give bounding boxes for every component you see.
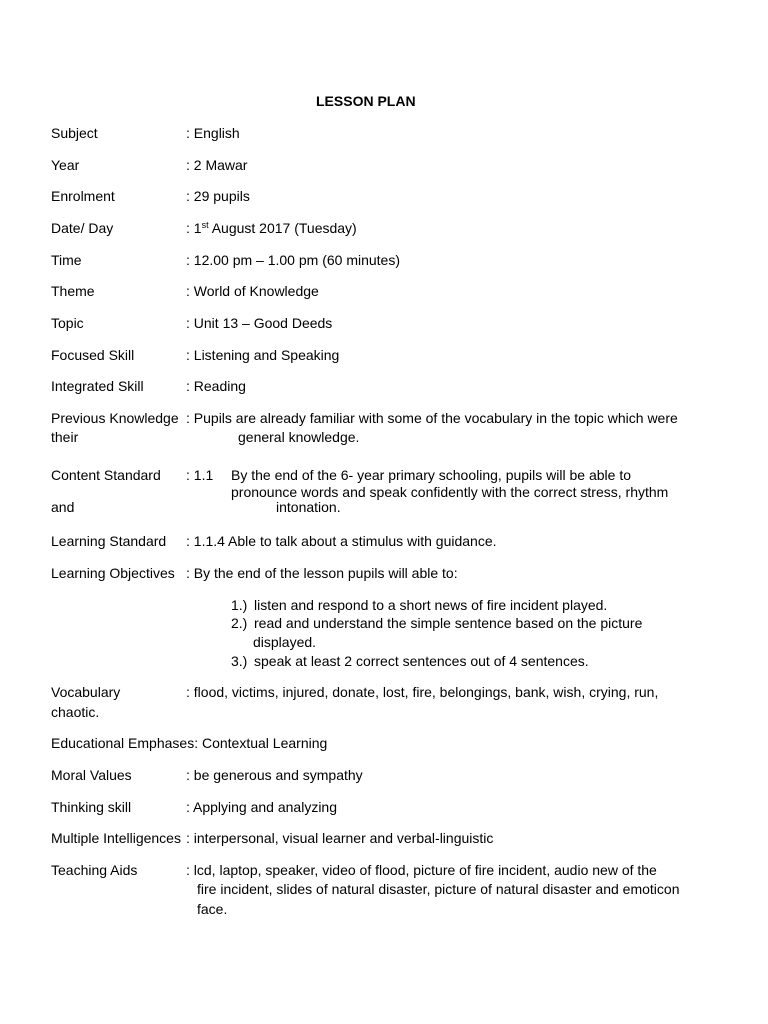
integrated-skill-value: : Reading: [186, 378, 246, 394]
objective-2-number: 2.): [231, 615, 248, 631]
year-value: : 2 Mawar: [186, 157, 248, 173]
learning-objectives-label: Learning Objectives: [51, 565, 175, 581]
vocabulary-value: : flood, victims, injured, donate, lost, fire, belongings, bank, wish, crying, run,: [186, 684, 659, 700]
vocabulary-label-cont: chaotic.: [51, 704, 100, 720]
objective-2-text-cont: displayed.: [253, 634, 317, 650]
integrated-skill-label: Integrated Skill: [51, 378, 144, 394]
content-standard-number: : 1.1: [186, 467, 214, 483]
objective-3-number: 3.): [231, 653, 248, 669]
date-value: [186, 220, 357, 237]
year-label: Year: [51, 157, 80, 173]
moral-values-label: Moral Values: [51, 767, 132, 783]
focused-skill-value: : Listening and Speaking: [186, 347, 340, 363]
objective-1-text: listen and respond to a short news of fire incident played.: [254, 597, 608, 613]
learning-objectives-intro: : By the end of the lesson pupils will able to:: [186, 565, 458, 581]
subject-label: Subject: [51, 125, 98, 141]
learning-standard-label: Learning Standard: [51, 533, 167, 549]
previous-knowledge-label: Previous Knowledge: [51, 410, 179, 426]
document-title: LESSON PLAN: [316, 93, 416, 109]
focused-skill-label: Focused Skill: [51, 347, 135, 363]
previous-knowledge-line1: : Pupils are already familiar with some of the vocabulary in the topic which were: [186, 410, 678, 426]
teaching-aids-label: Teaching Aids: [51, 862, 138, 878]
teaching-aids-line2: fire incident, slides of natural disaster, picture of natural disaster and emoticon: [197, 881, 680, 897]
previous-knowledge-line2: general knowledge.: [238, 429, 360, 445]
date-label: Date/ Day: [51, 220, 114, 236]
moral-values-value: : be generous and sympathy: [186, 767, 363, 783]
date-value-day: : 1: [186, 220, 202, 236]
theme-value: : World of Knowledge: [186, 283, 319, 299]
teaching-aids-line1: : lcd, laptop, speaker, video of flood, picture of fire incident, audio new of the: [186, 862, 657, 878]
enrolment-label: Enrolment: [51, 188, 115, 204]
enrolment-value: : 29 pupils: [186, 188, 250, 204]
subject-value: : English: [186, 125, 240, 141]
objective-1-number: 1.): [231, 597, 248, 613]
date-value-ordinal: st: [201, 220, 209, 230]
vocabulary-label: Vocabulary: [51, 684, 121, 700]
teaching-aids-line3: face.: [197, 901, 228, 917]
previous-knowledge-label-cont: their: [51, 429, 79, 445]
topic-label: Topic: [51, 315, 84, 331]
multiple-intelligences-value: : interpersonal, visual learner and verbal-linguistic: [186, 830, 494, 846]
content-standard-line2: pronounce words and speak confidently with the correct stress, rhythm: [231, 484, 669, 500]
content-standard-label: Content Standard: [51, 467, 161, 483]
thinking-skill-label: Thinking skill: [51, 799, 132, 815]
objective-2-text: read and understand the simple sentence based on the picture: [254, 615, 643, 631]
theme-label: Theme: [51, 283, 95, 299]
content-standard-line1: By the end of the 6- year primary schooling, pupils will be able to: [231, 467, 631, 483]
time-value: : 12.00 pm – 1.00 pm (60 minutes): [186, 252, 400, 268]
thinking-skill-value: : Applying and analyzing: [186, 799, 337, 815]
content-standard-line3: intonation.: [276, 499, 341, 515]
multiple-intelligences-label: Multiple Intelligences: [51, 830, 181, 846]
learning-standard-value: : 1.1.4 Able to talk about a stimulus with guidance.: [186, 533, 497, 549]
content-standard-label-cont: and: [51, 499, 75, 515]
topic-value: : Unit 13 – Good Deeds: [186, 315, 333, 331]
objective-3-text: speak at least 2 correct sentences out of 4 sentences.: [254, 653, 589, 669]
educational-emphases: Educational Emphases: Contextual Learning: [51, 735, 328, 751]
date-value-rest: August 2017 (Tuesday): [208, 220, 357, 236]
time-label: Time: [51, 252, 82, 268]
